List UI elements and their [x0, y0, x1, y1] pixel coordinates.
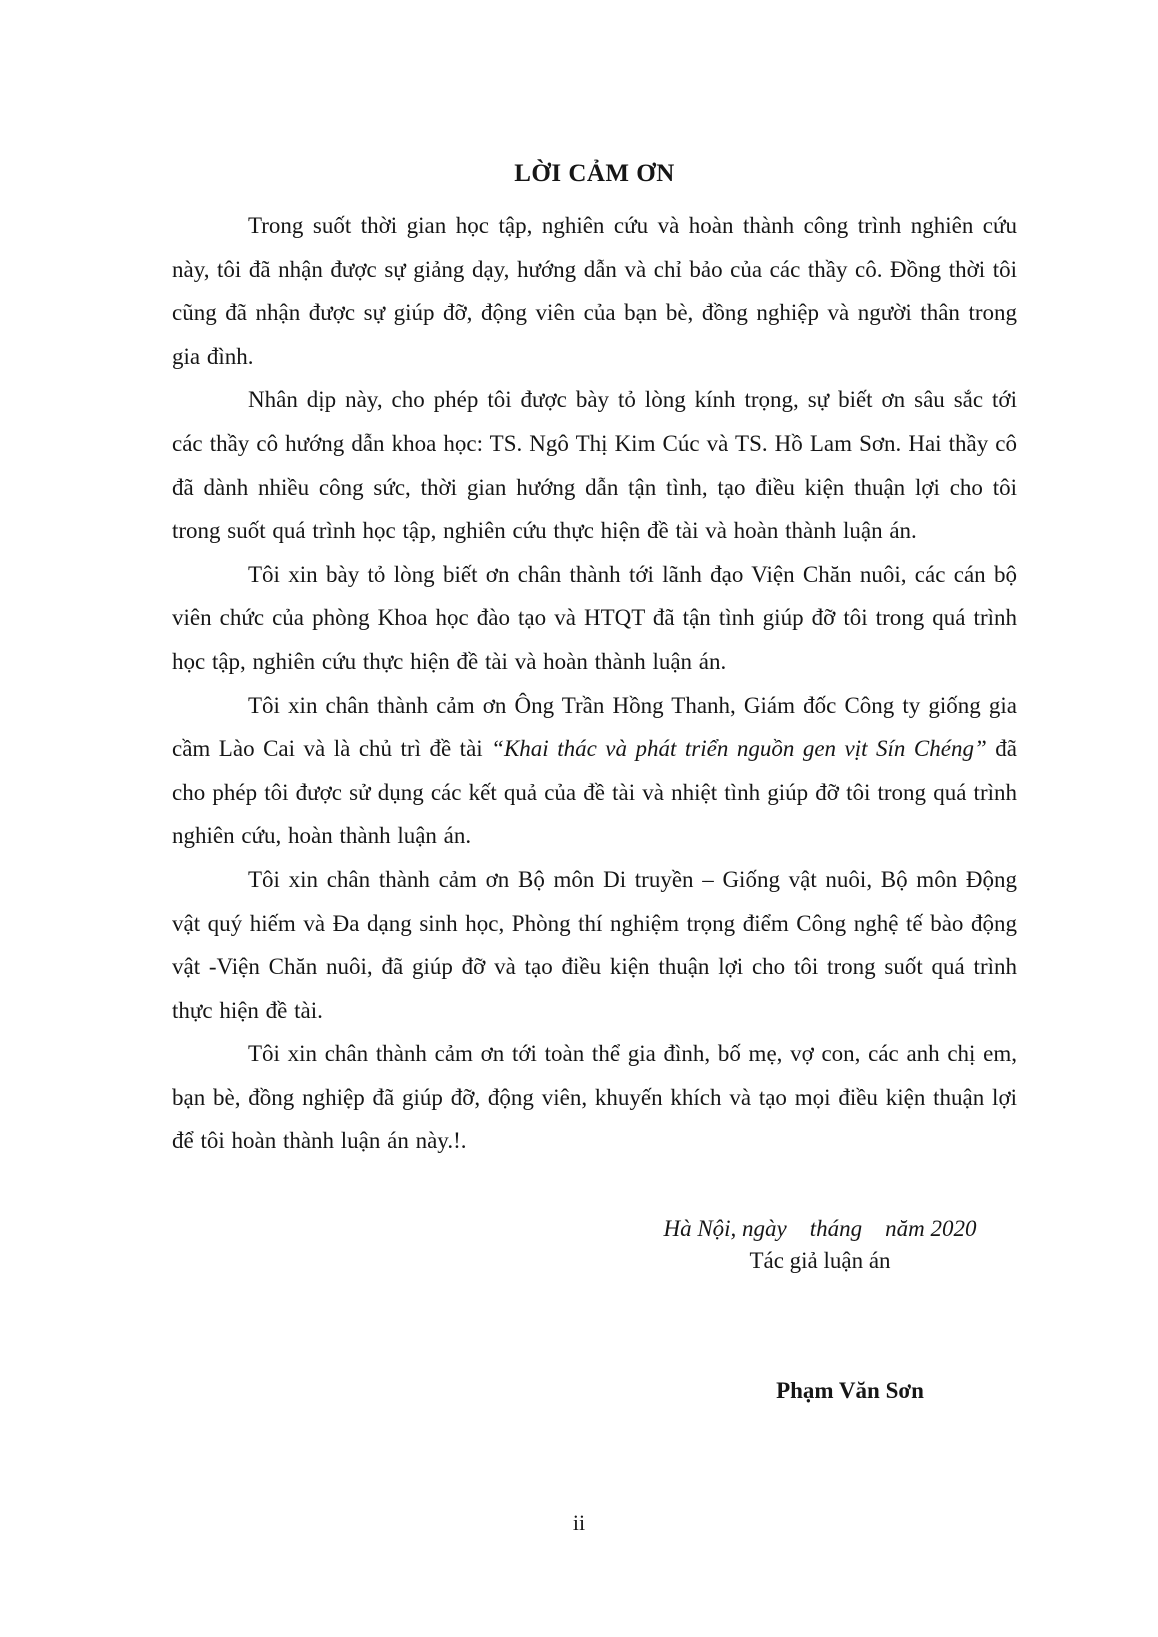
- page-number: ii: [572, 1510, 586, 1535]
- signature-author-name: Phạm Văn Sơn: [776, 1378, 924, 1403]
- paragraph-family-friends: Tôi xin chân thành cảm ơn tới toàn thể gia đình, bố mẹ, vợ con, các anh chị em, bạn bè, đồng nghiệp đã giúp đỡ, động viên, khuyến khích và tạo mọi điều kiện thuận lợi để tôi hoàn thành luận án này.!.: [172, 1041, 1017, 1154]
- signature-date-line: Hà Nội, ngày tháng năm 2020: [663, 1216, 977, 1241]
- paragraph-supervisors: Nhân dịp này, cho phép tôi được bày tỏ lòng kính trọng, sự biết ơn sâu sắc tới các thầy cô hướng dẫn khoa học: TS. Ngô Thị Kim Cúc và TS. Hồ Lam Sơn. Hai thầy cô đã dành nhiều công sức, thời gian hướng dẫn tận tình, tạo điều kiện thuận lợi cho tôi trong suốt quá trình học tập, nghiên cứu thực hiện đề tài và hoàn thành luận án.: [172, 387, 1017, 544]
- thesis-project-title-italic: “Khai thác và phát triển nguồn gen vịt Sín Chéng”: [491, 736, 987, 762]
- paragraph-departments: Tôi xin chân thành cảm ơn Bộ môn Di truyền – Giống vật nuôi, Bộ môn Động vật quý hiếm và Đa dạng sinh học, Phòng thí nghiệm trọng điểm Công nghệ tế bào động vật -Viện Chăn nuôi, đã giúp đỡ và tạo điều kiện thuận lợi cho tôi trong suốt quá trình thực hiện đề tài.: [172, 866, 1017, 1023]
- signature-role-line: Tác giả luận án: [749, 1248, 891, 1273]
- paragraph-project-leader-lead-text: Tôi xin chân thành cảm ơn Ông Trần Hồng Thanh, Giám đốc Công ty giống gia cầm Lào Cai và là chủ trì đề tài: [172, 692, 1017, 762]
- paragraph-project-leader: [172, 684, 1017, 858]
- paragraph-project-leader-tail-text: đã cho phép tôi được sử dụng các kết quả của đề tài và nhiệt tình giúp đỡ tôi trong quá trình nghiên cứu, hoàn thành luận án.: [172, 736, 1017, 849]
- page-title: LỜI CẢM ƠN: [514, 160, 675, 187]
- paragraph-institute-leadership: Tôi xin bày tỏ lòng biết ơn chân thành tới lãnh đạo Viện Chăn nuôi, các cán bộ viên chức của phòng Khoa học đào tạo và HTQT đã tận tình giúp đỡ tôi trong quá trình học tập, nghiên cứu thực hiện đề tài và hoàn thành luận án.: [172, 561, 1017, 674]
- paragraph-acknowledgement-general: Trong suốt thời gian học tập, nghiên cứu và hoàn thành công trình nghiên cứu này, tôi đã nhận được sự giảng dạy, hướng dẫn và chỉ bảo của các thầy cô. Đồng thời tôi cũng đã nhận được sự giúp đỡ, động viên của bạn bè, đồng nghiệp và người thân trong gia đình.: [172, 213, 1017, 369]
